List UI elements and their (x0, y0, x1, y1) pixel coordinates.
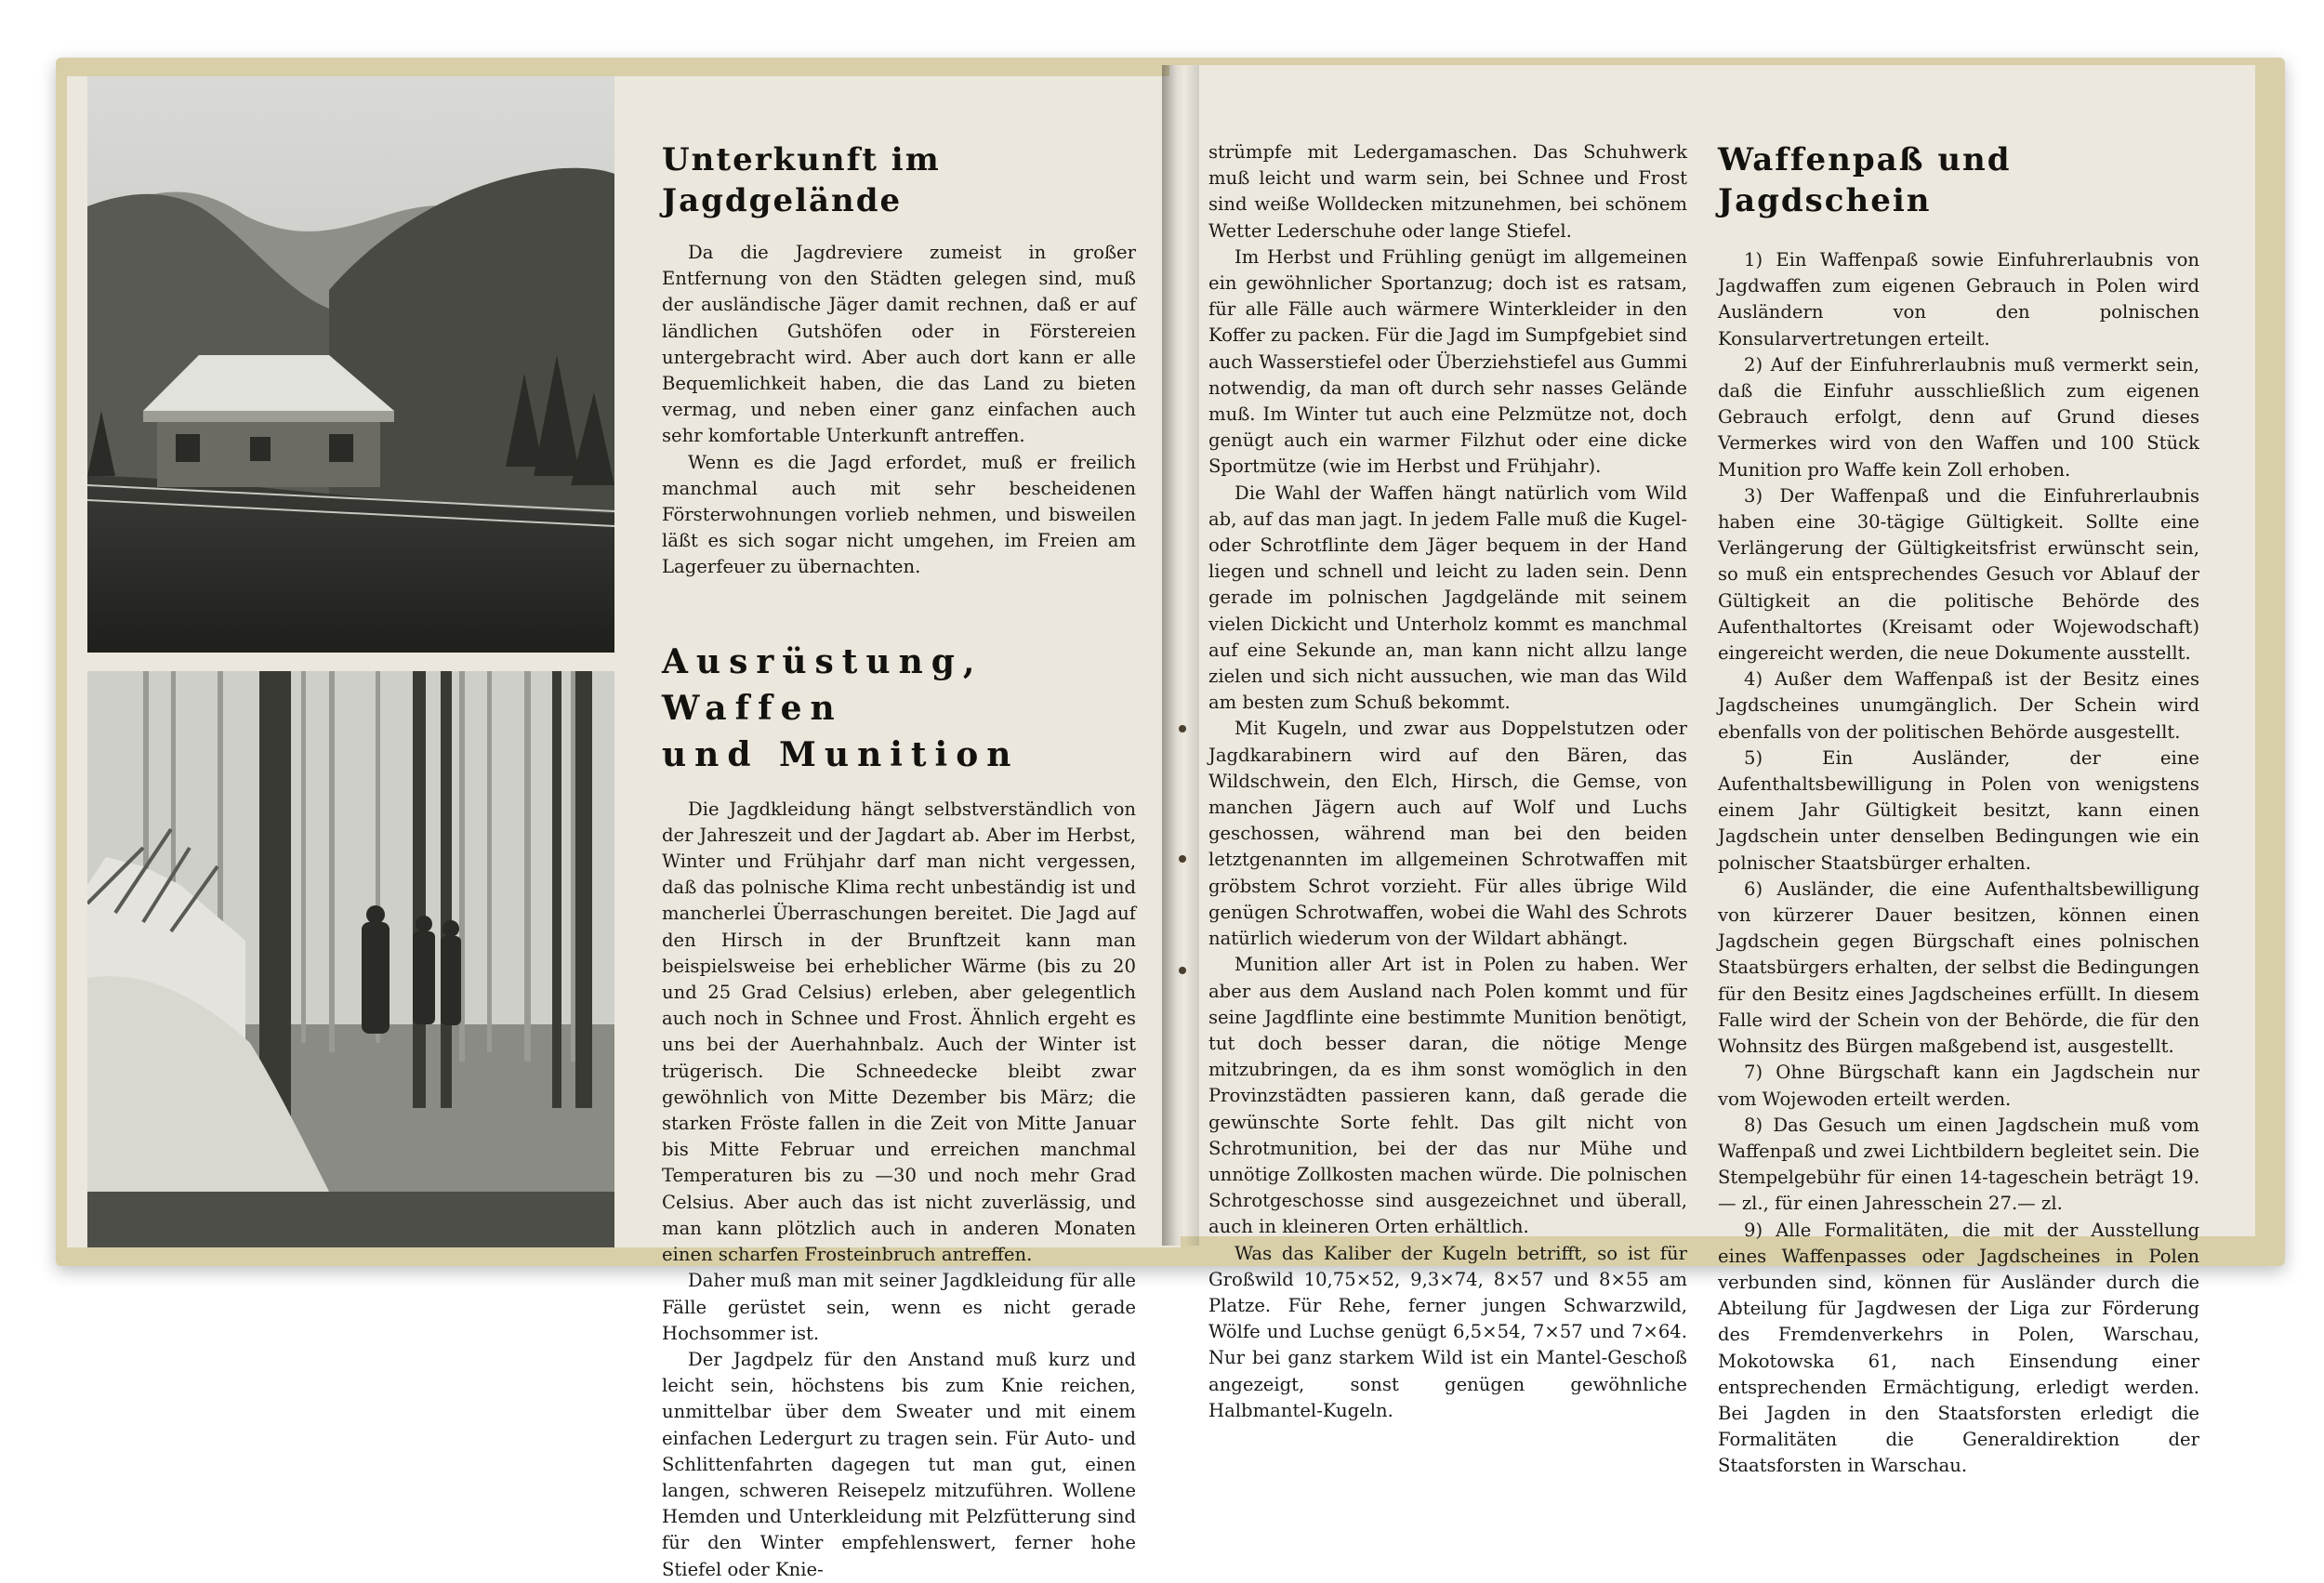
heading-line: Ausrüstung, Waffen (662, 641, 984, 728)
list-item: 9) Alle Formalitäten, die mit der Ausstellung eines Waffenpasses oder Jagdscheines in Polen verbunden sind, können für Ausländer durch die Abteilung für Jagdwesen der Liga zur Förderung des Fremdenverkehrs in Polen, Warschau, Mokotowska 61, nach Einsendung einer entsprechenden Ermächtigung, erledigt werden. Bei Jagden in den Staatsforsten erledigt die Formalitäten die Generaldirektion der Staatsforsten in Warschau. (1718, 1219, 2199, 1477)
heading-waffenpass: Waffenpaß und Jagdschein (1718, 141, 2012, 219)
list-item: 3) Der Waffenpaß und die Einfuhrerlaubnis haben eine 30-tägige Gültigkeit. Sollte eine Verlängerung der Gültigkeitsfrist erwünscht sein, so muß ein entsprechendes Gesuch vor Ablauf der Gültigkeit an die politische Behörde des Aufenthaltortes (Kreisamt oder Wojewodschaft) eingereicht werden, die neue Dokumente ausstellt. (1718, 484, 2199, 665)
book-gutter (1162, 65, 1199, 1246)
paragraph: Da die Jagdreviere zumeist in großer Entfernung von den Städten gelegen sind, muß der ausländische Jäger damit rechnen, daß er auf ländlichen Gutshöfen oder in Förstereien untergebracht wird. Aber auch dort kann er alle Bequemlichkeit haben, die das Land zu bieten vermag, und neben einer ganz einfachen auch sehr komfortable Unterkunft antreffen. (662, 242, 1136, 447)
paragraph: Wenn es die Jagd erfordet, muß er freilich manchmal auch mit sehr bescheidenen Försterwohnungen vorlieb nehmen, und bisweilen läßt es sich sogar nicht umgehen, im Freien am Lagerfeuer zu übernachten. (662, 451, 1136, 578)
binding-hole (1179, 725, 1186, 732)
paragraph: Was das Kaliber der Kugeln betrifft, so ist für Großwild 10,75×52, 9,3×74, 8×57 und 8×55 am Platze. Für Rehe, ferner jungen Schwarzwild, Wölfe und Luchse genügt 6,5×54, 7×57 und 7×64. Nur bei ganz starkem Wild ist ein Mantel-Geschoß angezeigt, sonst genügen gewöhnliche Halbmantel-Kugeln. (1208, 1242, 1687, 1421)
heading-line: und Munition (662, 734, 1020, 774)
paragraph: Der Jagdpelz für den Anstand muß kurz und leicht sein, höchstens bis zum Knie reichen, unmittelbar über dem Sweater und mit einem einfachen Ledergurt zu tragen sein. Für Auto- und Schlittenfahrten dagegen tut man gut, einen langen, schweren Reisepelz mitzuführen. Wollene Hemden und Unterkleidung mit Pelzfütterung sind für den Winter empfehlenswert, ferner hohe Stiefel oder Knie- (662, 1348, 1136, 1580)
binding-hole (1179, 855, 1186, 863)
paragraph: Mit Kugeln, und zwar aus Doppelstutzen oder Jagdkarabinern wird auf den Bären, das Wildschwein, den Elch, Hirsch, die Gemse, von manchen Jägern auch auf Wolf und Luchs geschossen, während man bei den beiden letztgenannten im allgemeinen Schrotwaffen mit gröbstem Schrot vorzieht. Für alles übrige Wild genügen Schrotwaffen, wobei die Wahl des Schrots natürlich wiederum von der Wildart abhängt. (1208, 718, 1687, 950)
list-item: 7) Ohne Bürgschaft kann ein Jagdschein nur vom Wojewoden erteilt werden. (1718, 1062, 2199, 1110)
paragraph: Im Herbst und Frühling genügt im allgemeinen ein gewöhnlicher Sportanzug; doch ist es ratsam, für alle Fälle auch wärmere Winterkleider in den Koffer zu packen. Für die Jagd im Sumpfgebiet sind auch Wasserstiefel oder Überziehstiefel aus Gummi notwendig, da man oft durch sehr nasses Gelände muß. Im Winter tut auch eine Pelzmütze not, doch genügt auch ein warmer Filzhut oder eine dicke Sportmütze (wie im Herbst und Frühjahr). (1208, 245, 1687, 478)
photo-mountain-hut (87, 76, 614, 653)
list-item: 6) Ausländer, die eine Aufenthaltsbewilligung von kürzerer Dauer besitzen, können einen Jagdschein gegen Bürgschaft eines polnischen Staatsbürgers erhalten, der selbst die Bedingungen für den Besitz eines Jagdscheines erfüllt. In diesem Falle wird der Schein von der Behörde, die für den Wohnsitz des Bürgen maßgebend ist, ausgestellt. (1718, 877, 2199, 1058)
list-item: 5) Ein Ausländer, der eine Aufenthaltsbewilligung in Polen von wenigstens einem Jahr Gültigkeit besitzt, kann einen Jagdschein unter denselben Bedingungen wie ein polnischer Staatsbürger erhalten. (1718, 746, 2199, 874)
heading-unterkunft: Unterkunft im Jagdgelände (662, 141, 941, 219)
right-text-column-2 (1718, 139, 2199, 1480)
paragraph: strümpfe mit Ledergamaschen. Das Schuhwerk muß leicht und warm sein, bei Schnee und Frost sind weiße Wolldecken mitzunehmen, bei schönem Wetter Lederschuhe oder lange Stiefel. (1208, 141, 1687, 242)
list-item: 2) Auf der Einfuhrerlaubnis muß vermerkt sein, daß die Einfuhr ausschließlich zum eigenen Gebrauch erfolgt, denn auf Grund dieses Vermerkes wird von den Waffen und 100 Stück Munition pro Waffe kein Zoll erhoben. (1718, 353, 2199, 481)
list-item: 1) Ein Waffenpaß sowie Einfuhrerlaubnis von Jagdwaffen zum eigenen Gebrauch in Polen wird Ausländern von den polnischen Konsularvertretungen erteilt. (1718, 249, 2199, 350)
heading-ausruestung (662, 639, 1136, 778)
binding-hole (1179, 967, 1186, 974)
list-item: 8) Das Gesuch um einen Jagdschein muß vom Waffenpaß und zwei Lichtbildern begleitet sein. Die Stempelgebühr für einen 14-tageschein beträgt 19.— zl., für einen Jahresschein 27.— zl. (1718, 1114, 2199, 1215)
paragraph: Munition aller Art ist in Polen zu haben. Wer aber aus dem Ausland nach Polen kommt und für seine Jagdflinte eine bestimmte Munition benötigt, tut doch besser daran, die nötige Menge mitzubringen, da es ihm sonst womöglich in den Provinzstädten passieren kann, daß gerade die gewünschte Sorte fehlt. Das gilt nicht von Schrotmunition, bei der das nur Mühe und unnötige Zollkosten machen würde. Die polnischen Schrotgeschosse sind ausgezeichnet und überall, auch in kleineren Orten erhältlich. (1208, 954, 1687, 1238)
right-text-column-1 (1208, 139, 1687, 1424)
paragraph: Daher muß man mit seiner Jagdkleidung für alle Fälle gerüstet sein, wenn es nicht gerade Hochsommer ist. (662, 1270, 1136, 1344)
paragraph: Die Wahl der Waffen hängt natürlich vom Wild ab, auf das man jagt. In jedem Falle muß die Kugel- oder Schrotflinte dem Jäger bequem in der Hand liegen und schnell und leicht zu laden sein. Denn gerade im polnischen Jagdgelände mit seinem vielen Dickicht und Unterholz kommt es manchmal auf eine Sekunde an, man kann nicht allzu lange zielen und sich nicht aussuchen, wie man das Wild am besten zum Schuß bekommt. (1208, 481, 1687, 714)
list-item: 4) Außer dem Waffenpaß ist der Besitz eines Jagdscheines unumgänglich. Der Schein wird ebenfalls von der politischen Behörde ausgestellt. (1718, 668, 2199, 743)
photo-forest-hunters (87, 671, 614, 1247)
paragraph: Die Jagdkleidung hängt selbstverständlich von der Jahreszeit und der Jagdart ab. Aber im Herbst, Winter und Frühjahr darf man nicht vergessen, daß das polnische Klima recht unbeständig ist und mancherlei Überraschungen bereitet. Die Jagd auf den Hirsch in der Brunftzeit kann man beispielsweise bei erheblicher Wärme (bis zu 20 und 25 Grad Celsius) erleben, aber gelegentlich auch noch in Schnee und Frost. Ähnlich ergeht es uns bei der Auerhahnbalz. Auch der Winter ist trügerisch. Die Schneedecke bleibt zwar gewöhnlich von Mitte Dezember bis März; die starken Fröste fallen in die Zeit von Mitte Januar bis Mitte Februar und erreichen manchmal Temperaturen bis zu —30 und noch mehr Grad Celsius. Aber auch das ist nicht zuverlässig, und man kann plötzlich auch in anderen Monaten einen scharfen Frosteinbruch antreffen. (662, 798, 1136, 1266)
left-text-column (662, 139, 1136, 1583)
